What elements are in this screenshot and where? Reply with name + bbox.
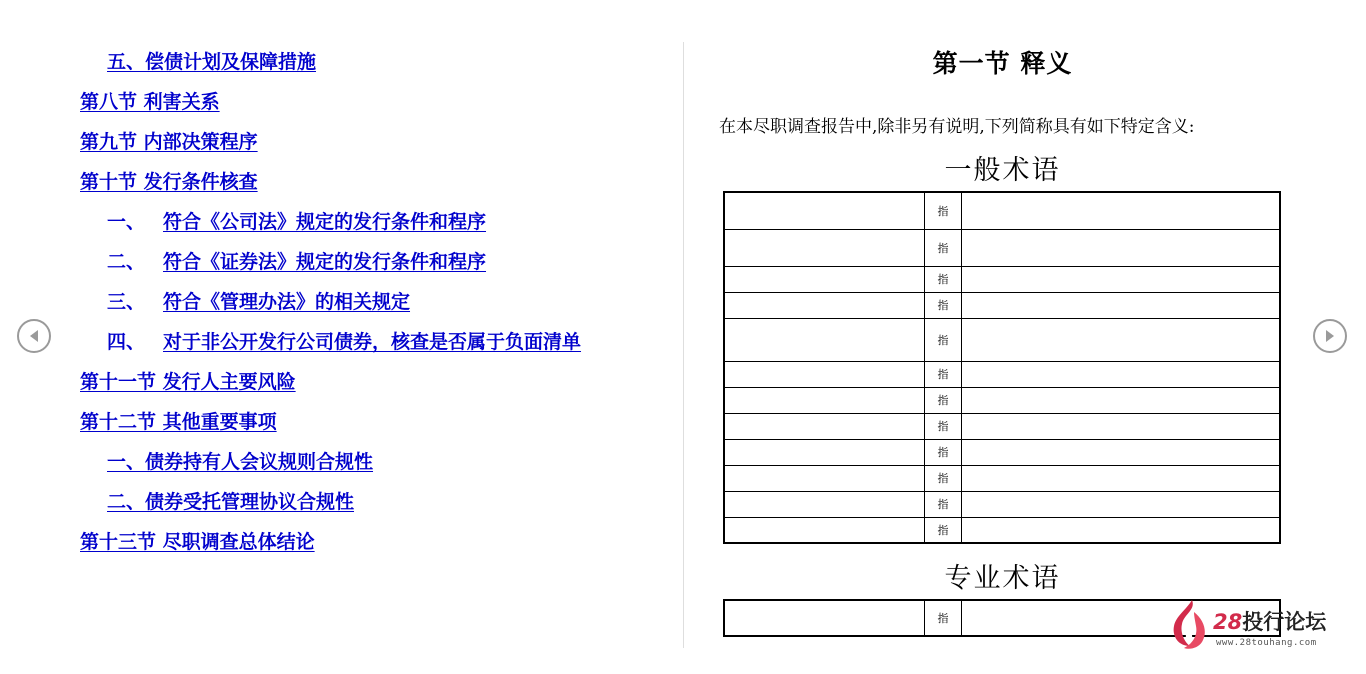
toc-link[interactable]: 四、 对于非公开发行公司债券，核查是否属于负面清单 [107, 331, 582, 353]
toc-link[interactable]: 五、偿债计划及保障措施 [107, 51, 317, 73]
toc-link[interactable]: 第十三节 尽职调查总体结论 [80, 531, 315, 553]
logo-url: www.28touhang.com [1216, 638, 1317, 648]
table-row: 指 [724, 439, 1280, 465]
logo-brand: 28投行论坛 [1213, 610, 1327, 634]
table-row: 指 [724, 229, 1280, 266]
toc-link[interactable]: 第十节 发行条件核查 [80, 171, 258, 193]
table-row: 指 [724, 361, 1280, 387]
chevron-right-icon [1324, 329, 1336, 343]
table-row: 指 [724, 318, 1280, 361]
table-row: 指 [724, 292, 1280, 318]
table-row: 指 [724, 600, 1280, 636]
site-logo [1170, 598, 1345, 652]
toc-link[interactable]: 一、 符合《公司法》规定的发行条件和程序 [107, 211, 487, 233]
toc-link[interactable]: 第九节 内部决策程序 [80, 131, 258, 153]
general-terms-title: 一般术语 [944, 155, 1061, 186]
toc-link[interactable]: 第八节 利害关系 [80, 91, 220, 113]
table-row: 指 [724, 491, 1280, 517]
toc-link[interactable]: 第十二节 其他重要事项 [80, 411, 277, 433]
table-row: 指 [724, 387, 1280, 413]
table-row: 指 [724, 517, 1280, 543]
section-title: 第一节 释义 [932, 49, 1073, 78]
table-row: 指 [724, 266, 1280, 292]
table-row: 指 [724, 192, 1280, 229]
toc-link[interactable]: 二、 符合《证券法》规定的发行条件和程序 [107, 251, 487, 273]
chevron-left-icon [28, 329, 40, 343]
table-row: 指 [724, 413, 1280, 439]
toc-link[interactable]: 第十一节 发行人主要风险 [80, 371, 296, 393]
general-terms-table [723, 191, 1281, 544]
toc-link[interactable]: 二、债券受托管理协议合规性 [107, 491, 355, 513]
toc-link[interactable]: 一、债券持有人会议规则合规性 [107, 451, 374, 473]
previous-page-button[interactable] [17, 319, 51, 353]
toc-link[interactable]: 三、 符合《管理办法》的相关规定 [107, 291, 411, 313]
table-row: 指 [724, 465, 1280, 491]
next-page-button[interactable] [1313, 319, 1347, 353]
intro-text: 在本尽职调查报告中,除非另有说明,下列简称具有如下特定含义: [719, 117, 1195, 137]
page-divider [683, 42, 684, 648]
flame-icon [1170, 598, 1210, 652]
professional-terms-title: 专业术语 [944, 563, 1061, 594]
